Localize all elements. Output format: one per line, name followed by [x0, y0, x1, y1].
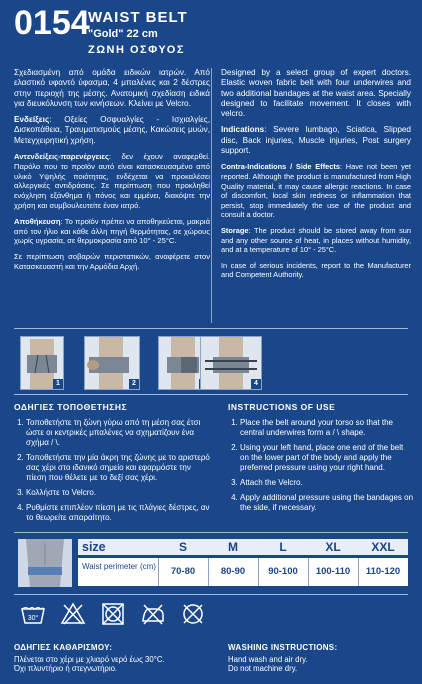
greek-contra: [14, 152, 210, 211]
no-iron-icon: [140, 601, 166, 627]
washing-greek-line: Πλένεται στο χέρι με χλιαρό νερό έως 30°C.: [14, 654, 165, 664]
product-subtitle: "Gold" 22 cm: [88, 28, 158, 40]
greek-indications: [14, 115, 210, 146]
table-separator: [158, 558, 159, 586]
header: [0, 0, 422, 62]
table-separator: [208, 558, 209, 586]
english-contra: [221, 162, 411, 220]
greek-contra-label: Αντενδείξεις-παρενέργειες: [14, 152, 109, 162]
product-title-greek: ΖΩΝΗ ΟΣΦΥΟΣ: [88, 44, 185, 56]
hand-wash-30-icon: [20, 601, 46, 627]
fitting-figure-1: [20, 336, 64, 390]
instructions-greek-title: ΟΔΗΓΙΕΣ ΤΟΠΟΘΕΤΗΣΗΣ: [14, 402, 128, 412]
section-divider-bottom: [14, 594, 408, 595]
range-cell: 110-120: [365, 566, 401, 577]
size-cell: L: [279, 540, 287, 554]
torso-image: [18, 539, 72, 587]
washing-greek-line: Όχι πλυντήριο ή στεγνωτήριο.: [14, 664, 118, 673]
torso-icon: [18, 539, 72, 587]
size-cell: XL: [325, 540, 341, 554]
washing-english: [228, 643, 414, 674]
size-cell: XXL: [371, 540, 395, 554]
english-contra-text: : Have not been yet reported. Although the product is manufactured from High Quality material, it may cause allergic reactions. In case of discomfort, local skin redness or inflammation that persist, stop immediately the use of the product and consult a doctor.: [221, 162, 411, 220]
greek-indications-text: : Οξείες Οσφυαλγίες - Ισχιαλγίες, Δισκοπάθεια, Τραυματισμούς μέσης, Κακώσεις μυών, Μετεγχειρητική χρήση.: [14, 115, 210, 145]
instructions-greek-step: 2. Τοποθετήστε την μία άκρη της ζώνης με το αριστερό σας χέρι στο ιδανικό σημείο και εφαρμόστε την πίεση που θέλετε με το δεξί σας χέρι.: [26, 453, 210, 483]
wash-temp-label: 30°: [27, 615, 39, 622]
english-storage: [221, 226, 411, 255]
range-cell: 100-110: [315, 566, 351, 577]
greek-incident: Σε περίπτωση σοβαρών περιστατικών, αναφέρετε στον Κατασκευαστή και την Αρμόδια Αρχή.: [14, 252, 210, 272]
no-tumble-dry-icon: [100, 601, 126, 627]
table-separator: [308, 558, 309, 586]
washing-greek: [14, 643, 210, 674]
english-intro: Designed by a select group of expert doctors. Elastic woven fabric belt with four underwires and two additional bandages at the waist area. Specially designed to facilitate movement. It closes with velcro.: [221, 68, 411, 119]
range-cell: 80-90: [220, 566, 246, 577]
waist-perimeter-label: Waist perimeter (cm): [82, 562, 156, 571]
english-storage-label: Storage: [221, 225, 249, 235]
fitting-figures: [14, 336, 408, 390]
size-chart: [14, 539, 408, 588]
greek-contra-text: : δεν έχουν αναφερθεί. Παρόλο που το προϊόν αυτό είναι κατασκευασμένο από υλικό Υψηλής ποιότητας, ενδέχεται να προκαλέσει αλλεργικές αντιδράσεις. Σε περίπτωση που προκληθεί ενόχληση εξάνθημα ή πόνος και εμμένει, διακόψτε την χρήση και συμβουλευτείτε έναν ιατρό.: [14, 152, 210, 211]
english-indications-label: Indications: [221, 125, 265, 135]
greek-storage: [14, 217, 210, 246]
size-cell: M: [228, 540, 238, 554]
washing-english-line: Do not machine dry.: [228, 664, 298, 673]
washing-greek-title: ΟΔΗΓΙΕΣ ΚΑΘΑΡΙΣΜΟΥ:: [14, 643, 113, 652]
washing-symbols: [14, 601, 408, 637]
figure-number: 4: [251, 379, 261, 389]
instructions-english: [228, 402, 414, 518]
fitting-figure-2: [84, 336, 140, 390]
greek-storage-text: : Το προϊόν πρέπει να αποθηκεύεται, μακριά από τον ήλιο και κάθε άλλη πηγή θερμότητας, σε χώρους χωρίς υγρασία, σε θερμοκρασία από 10° - 25°C.: [14, 216, 210, 246]
instructions-greek-step: 1. Τοποθετήστε τη ζώνη γύρω από τη μέση σας έτσι ώστε οι κεντρικές μπαλένες να σχηματίζουν ένα σχήμα / \.: [26, 418, 210, 448]
instructions-greek-step: 4. Ρυθμίστε επιπλέον πίεση με τις πλάγιες δέστρες, αν το θεωρείτε απαραίτητο.: [26, 503, 210, 523]
section-divider-lower: [14, 532, 408, 533]
size-cell: S: [178, 540, 187, 554]
instructions-greek-step: 3. Κολλήστε το Velcro.: [26, 488, 210, 498]
instructions-english-step: 4. Apply additional pressure using the bandages on the side, if necessary.: [240, 493, 414, 513]
fitting-figure-4: [200, 336, 262, 390]
no-dry-clean-icon: [180, 601, 206, 627]
range-cell: 90-100: [268, 566, 298, 577]
product-code: 0154: [14, 4, 90, 42]
section-divider-top: [14, 328, 408, 329]
instructions-english-title: INSTRUCTIONS OF USE: [228, 402, 336, 412]
english-indications: [221, 125, 411, 156]
english-contra-label: Contra-Indications / Side Effects: [221, 162, 340, 172]
greek-intro: Σχεδιασμένη από ομάδα ειδικών ιατρών. Από ελαστικό υφαντό ύφασμα, 4 μπαλένες και 2 δέστρες στην περιοχή της μέσης. Ανατομική σχεδίαση ειδικά για διευκόλυνση των κινήσεων. Κλείνει με Velcro.: [14, 68, 210, 108]
english-storage-text: : The product should be stored away from sun and any other source of heat, in places without humidity, and at a temperature of 10° - 25°C.: [221, 225, 411, 255]
figure-number: 2: [129, 379, 139, 389]
figure-number: 1: [53, 379, 63, 389]
instructions-english-step: 2. Using your left hand, place one end of the belt on the lower part of the body and apply the preferred pressure using your right hand.: [240, 443, 414, 473]
instructions-english-step: 1. Place the belt around your torso so that the central underwires form a / \ shape.: [240, 418, 414, 438]
english-description: [221, 68, 411, 286]
instructions-english-step: 3. Attach the Velcro.: [240, 478, 414, 488]
size-header-row: [78, 539, 408, 555]
range-cell: 70-80: [170, 566, 196, 577]
greek-storage-label: Αποθήκευση: [14, 216, 61, 226]
washing-english-line: Hand wash and air dry.: [228, 654, 308, 664]
section-divider-middle: [14, 394, 408, 395]
table-separator: [358, 558, 359, 586]
english-indications-text: : Severe lumbago, Sciatica, Slipped disc, Back injuries, Muscle injuries, Post surgery support.: [221, 125, 411, 156]
greek-indications-label: Ενδείξεις: [14, 115, 50, 125]
product-title: WAIST BELT: [88, 9, 188, 26]
column-divider: [211, 68, 212, 323]
no-bleach-icon: [60, 601, 86, 627]
table-separator: [258, 558, 259, 586]
instructions-greek: [14, 402, 210, 528]
washing-english-title: WASHING INSTRUCTIONS:: [228, 643, 338, 652]
size-label: size: [82, 540, 106, 554]
greek-description: [14, 68, 210, 278]
english-incident: In case of serious incidents, report to the Manufacturer and Competent Authority.: [221, 260, 411, 280]
